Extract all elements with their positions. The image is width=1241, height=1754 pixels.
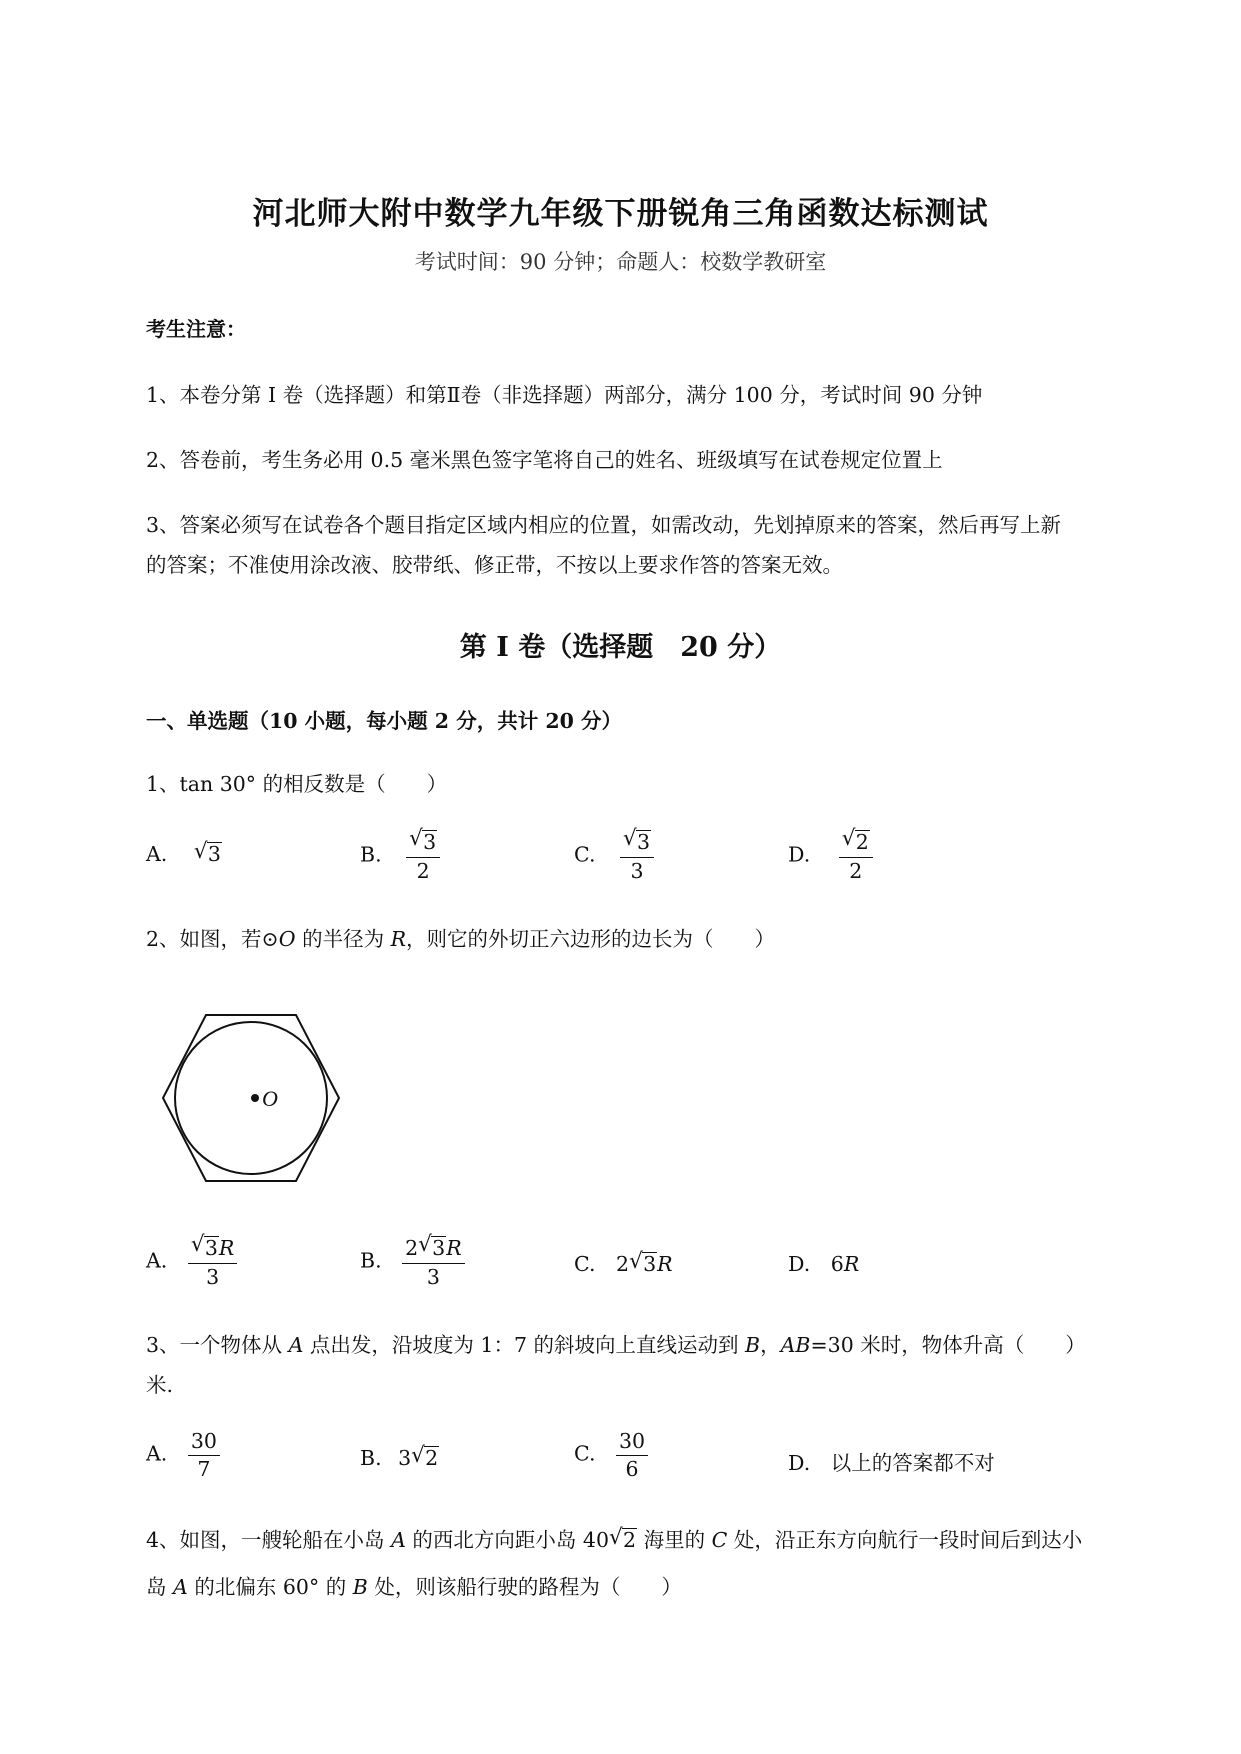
q2-option-b [360, 1232, 465, 1289]
notice-item-3-cont: 的答案；不准使用涂改液、胶带纸、修正带，不按以上要求作答的答案无效。 [146, 553, 843, 577]
q1-number: 1、 [146, 772, 180, 796]
q2-option-b-label: B. [360, 1248, 382, 1273]
q1-option-d [788, 826, 873, 883]
q3-b-coefficient: 3 [398, 1446, 412, 1470]
notice-item-1: 1、本卷分第 I 卷（选择题）和第Ⅱ卷（非选择题）两部分，满分 100 分，考试时间 90 分钟 [146, 383, 983, 407]
q3-option-b-label: B. [360, 1446, 382, 1470]
q4-line2-part-2: 的北偏东 60° 的 [187, 1575, 353, 1599]
q4-var-a: A [391, 1528, 406, 1552]
q1-d-fraction: √ 2 2 [839, 830, 873, 882]
q3-option-a [146, 1430, 220, 1480]
q1-a-sqrt: √ 3 [193, 839, 221, 866]
q2-c-var: R [657, 1252, 673, 1276]
q3-stem-cont: 米. [146, 1373, 174, 1397]
page-title: 河北师大附中数学九年级下册锐角三角函数达标测试 [252, 196, 989, 232]
q2-b-denominator: 3 [426, 1264, 440, 1289]
q3-a-fraction [188, 1430, 220, 1480]
question-2 [146, 922, 775, 952]
q4-var-a-2: A [173, 1575, 188, 1599]
q3-c-denominator: 6 [625, 1456, 639, 1481]
q1-option-a [146, 839, 222, 867]
q2-stem-part-3: ，则它的外切正六边形的边长为（ ） [406, 927, 776, 951]
q4-stem-part-3: 海里的 [637, 1528, 712, 1552]
q3-option-d-label: D. [788, 1451, 811, 1475]
q2-c-radicand: 3 [643, 1252, 657, 1276]
notice-heading: 考生注意： [146, 317, 246, 341]
q4-distance-radicand: 2 [623, 1528, 637, 1552]
q1-a-radicand: 3 [207, 842, 221, 866]
q2-c-coefficient: 2 [616, 1252, 630, 1276]
q1-d-radicand: 2 [855, 830, 869, 854]
q4-distance-coefficient: 40 [582, 1528, 610, 1552]
q2-d-value: 6 [830, 1252, 844, 1276]
q2-b-var: R [446, 1236, 462, 1260]
q1-b-denominator: 2 [416, 858, 430, 883]
q3-stem-part-2: 点出发，沿坡度为 1：7 的斜坡向上直线运动到 [303, 1333, 746, 1357]
q1-option-b [360, 826, 440, 883]
q2-option-d [788, 1252, 859, 1276]
q1-c-fraction: √ 3 3 [620, 830, 654, 882]
q3-stem-part-4: =30 米时，物体升高（ ） [810, 1333, 1086, 1357]
part-heading: 一、单选题（10 小题，每小题 2 分，共计 20 分） [146, 709, 623, 733]
q2-var-r: R [390, 927, 407, 951]
q1-option-d-label: D. [788, 842, 811, 867]
question-3 [146, 1328, 1086, 1358]
q3-var-b: B [745, 1333, 761, 1357]
q2-a-denominator: 3 [206, 1264, 220, 1289]
q4-line2-part-3: 处，则该船行驶的路程为（ ） [367, 1575, 682, 1599]
q3-d-text: 以上的答案都不对 [830, 1451, 995, 1475]
q2-stem-part-1: 2、如图，若⊙ [146, 927, 279, 951]
q1-d-denominator: 2 [849, 858, 863, 883]
q3-c-fraction [616, 1430, 648, 1480]
q4-stem-part-1: 4、如图，一艘轮船在小岛 [146, 1528, 392, 1552]
q2-var-o: O [278, 927, 296, 951]
question-1 [146, 767, 447, 797]
q1-expression: tan 30° [179, 772, 257, 796]
q4-stem-part-4: 处，沿正东方向航行一段时间后到达小 [727, 1528, 1083, 1552]
section-title: 第 I 卷（选择题 20 分） [459, 632, 782, 663]
q2-d-var: R [843, 1252, 860, 1276]
q3-option-b: B. 3 √ 2 [360, 1443, 439, 1470]
q2-option-d-label: D. [788, 1252, 811, 1276]
q1-b-radicand: 3 [423, 830, 437, 854]
q2-b-coefficient: 2 [405, 1236, 419, 1260]
q2-b-radicand: 3 [432, 1236, 446, 1260]
exam-info: 考试时间：90 分钟；命题人：校数学教研室 [414, 250, 827, 274]
q1-option-c-label: C. [574, 842, 596, 867]
q2-option-c-label: C. [574, 1252, 596, 1276]
q3-option-d [788, 1446, 995, 1476]
q1-c-radicand: 3 [637, 830, 651, 854]
q4-stem-part-2: 的西北方向距小岛 [405, 1528, 583, 1552]
center-label: O [262, 1086, 278, 1111]
question-4: 4、如图，一艘轮船在小岛 A 的西北方向距小岛 40 √ 2 海里的 C 处，沿正东方向航行一段时间后到达小 [146, 1525, 1083, 1552]
q1-option-a-label: A. [146, 842, 168, 866]
q2-a-radicand: 3 [204, 1236, 218, 1260]
q3-var-a: A [288, 1333, 304, 1357]
q3-a-denominator: 7 [197, 1456, 211, 1481]
center-point [251, 1094, 259, 1102]
q2-a-fraction: √ 3R 3 [188, 1236, 237, 1288]
q1-b-fraction: √ 3 2 [406, 830, 440, 882]
q3-stem-part-3: ， [760, 1333, 781, 1357]
q3-var-ab: AB [780, 1333, 811, 1357]
q4-var-c: C [711, 1528, 728, 1552]
q2-a-var: R [218, 1236, 235, 1260]
q1-c-denominator: 3 [630, 858, 644, 883]
q2-stem-part-2: 的半径为 [295, 927, 391, 951]
q4-var-b: B [352, 1575, 368, 1599]
q2-option-a-label: A. [146, 1248, 168, 1273]
q3-option-a-label: A. [146, 1441, 168, 1466]
q4-stem-line-2 [146, 1570, 682, 1600]
q1-stem: 的相反数是（ ） [256, 772, 448, 796]
q4-line2-part-1: 岛 [146, 1575, 174, 1599]
q3-b-radicand: 2 [425, 1446, 439, 1470]
q2-b-fraction: 2 √ 3R 3 [402, 1236, 465, 1288]
q3-option-c [574, 1430, 648, 1480]
q3-stem-part-1: 3、一个物体从 [146, 1333, 289, 1357]
q2-option-a [146, 1232, 237, 1289]
q3-a-numerator: 30 [188, 1430, 220, 1456]
q1-option-c [574, 826, 654, 883]
hexagon-circle-figure [160, 1010, 360, 1190]
q3-option-c-label: C. [574, 1441, 596, 1466]
q3-c-numerator: 30 [616, 1430, 648, 1456]
q1-option-b-label: B. [360, 842, 382, 867]
q2-option-c: C. 2 √ 3R [574, 1249, 673, 1276]
notice-item-3: 3、答案必须写在试卷各个题目指定区域内相应的位置，如需改动，先划掉原来的答案，然后再写上新 [146, 513, 1062, 537]
notice-item-2: 2、答卷前，考生务必用 0.5 毫米黑色签字笔将自己的姓名、班级填写在试卷规定位置上 [146, 448, 943, 472]
